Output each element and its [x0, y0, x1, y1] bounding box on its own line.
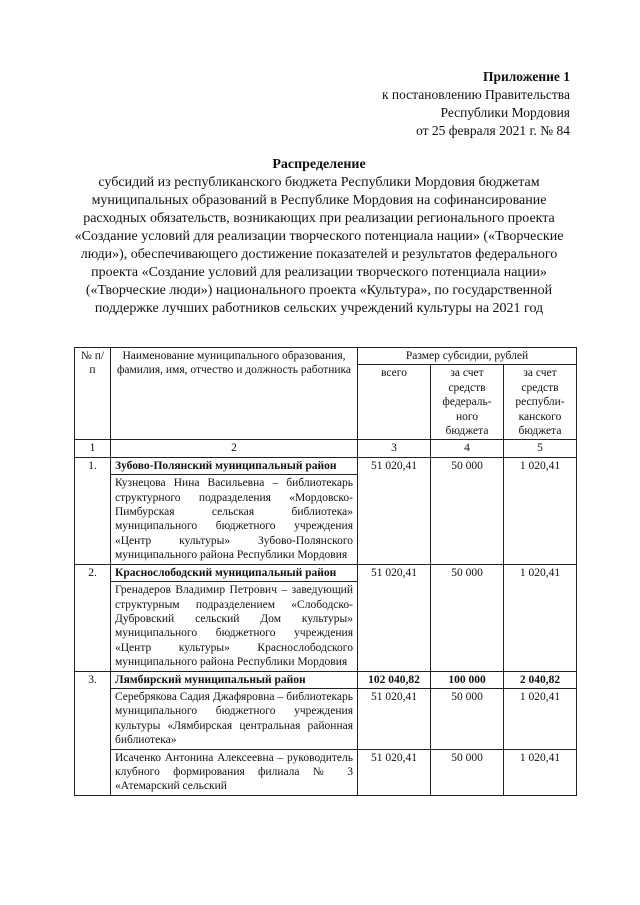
column-number: 2: [111, 440, 358, 457]
amount-republic: 2 040,82: [504, 671, 577, 688]
amount-federal: 50 000: [431, 749, 504, 795]
amount-total: 102 040,82: [358, 671, 431, 688]
district-name: Зубово-Полянский муниципальный район: [111, 457, 358, 474]
worker-description: Кузнецова Нина Васильевна – библиотекарь структурного подразделения «Мордовско-Пимбурская сельская библиотека» муниципального бюджетного учреждения «Центр культуры» Зубово-Полянского муниципального района Республики Мордовия: [111, 475, 358, 564]
header-federal: за счет средств федераль-ного бюджета: [431, 365, 504, 440]
row-number: 1.: [75, 457, 111, 564]
amount-republic: 1 020,41: [504, 749, 577, 795]
worker-row: [75, 688, 577, 749]
amount-republic: 1 020,41: [504, 564, 577, 671]
column-number: 1: [75, 440, 111, 457]
column-number: 3: [358, 440, 431, 457]
heading-title: Распределение: [272, 157, 366, 172]
appendix-line: Республики Мордовия: [440, 105, 570, 120]
amount-republic: 1 020,41: [504, 457, 577, 564]
amount-federal: 100 000: [431, 671, 504, 688]
amount-total: 51 020,41: [358, 749, 431, 795]
column-number-row: [75, 440, 577, 457]
header-total: всего: [358, 365, 431, 440]
header-num: № п/п: [75, 348, 111, 440]
appendix-block: [300, 68, 570, 140]
row-number: 2.: [75, 564, 111, 671]
heading-body: субсидий из республиканского бюджета Республики Мордовия бюджетам муниципальных образований в Республике Мордовия на софинансирование расходных обязательств, возникающих при реализации регионального проекта «Создание условий для реализации творческого потенциала нации» («Творческие люди»), обеспечивающего достижение показателей и результатов федерального проекта «Создание условий для реализации творческого потенциала нации» («Творческие люди») национального проекта «Культура», по государственной поддержке лучших работников сельских учреждений культуры на 2021 год: [74, 175, 564, 316]
header-name: Наименование муниципального образования, фамилия, имя, отчество и должность работника: [111, 348, 358, 440]
appendix-title: Приложение 1: [482, 69, 570, 84]
district-name: Лямбирский муниципальный район: [111, 671, 358, 688]
amount-federal: 50 000: [431, 564, 504, 671]
worker-description: Серебрякова Садия Джафяровна – библиотекарь муниципального бюджетного учреждения культуры «Лямбирская центральная районная библиотека»: [111, 688, 358, 749]
header-amount-group: Размер субсидии, рублей: [358, 348, 577, 365]
table-header-row: [75, 348, 577, 365]
amount-republic: 1 020,41: [504, 688, 577, 749]
row-number: 3.: [75, 671, 111, 795]
district-name: Краснослободский муниципальный район: [111, 564, 358, 581]
column-number: 4: [431, 440, 504, 457]
amount-federal: 50 000: [431, 457, 504, 564]
document-heading: [60, 156, 578, 318]
header-republic: за счет средств республи-канского бюджета: [504, 365, 577, 440]
amount-federal: 50 000: [431, 688, 504, 749]
district-row: [75, 457, 577, 474]
column-number: 5: [504, 440, 577, 457]
appendix-line: к постановлению Правительства: [381, 87, 570, 102]
worker-description: Исаченко Антонина Алексеевна – руководитель клубного формирования филиала № 3 «Атемарский сельский: [111, 749, 358, 795]
appendix-line: от 25 февраля 2021 г. № 84: [416, 123, 570, 138]
worker-row: [75, 749, 577, 795]
district-row: [75, 564, 577, 581]
worker-description: Гренадеров Владимир Петрович – заведующий структурным подразделением «Слободско-Дубровский сельский Дом культуры» муниципального бюджетного учреждения «Центр культуры» Краснослободского муниципального района Республики Мордовия: [111, 582, 358, 671]
amount-total: 51 020,41: [358, 457, 431, 564]
district-row: [75, 671, 577, 688]
amount-total: 51 020,41: [358, 688, 431, 749]
subsidy-table: [74, 347, 577, 796]
amount-total: 51 020,41: [358, 564, 431, 671]
